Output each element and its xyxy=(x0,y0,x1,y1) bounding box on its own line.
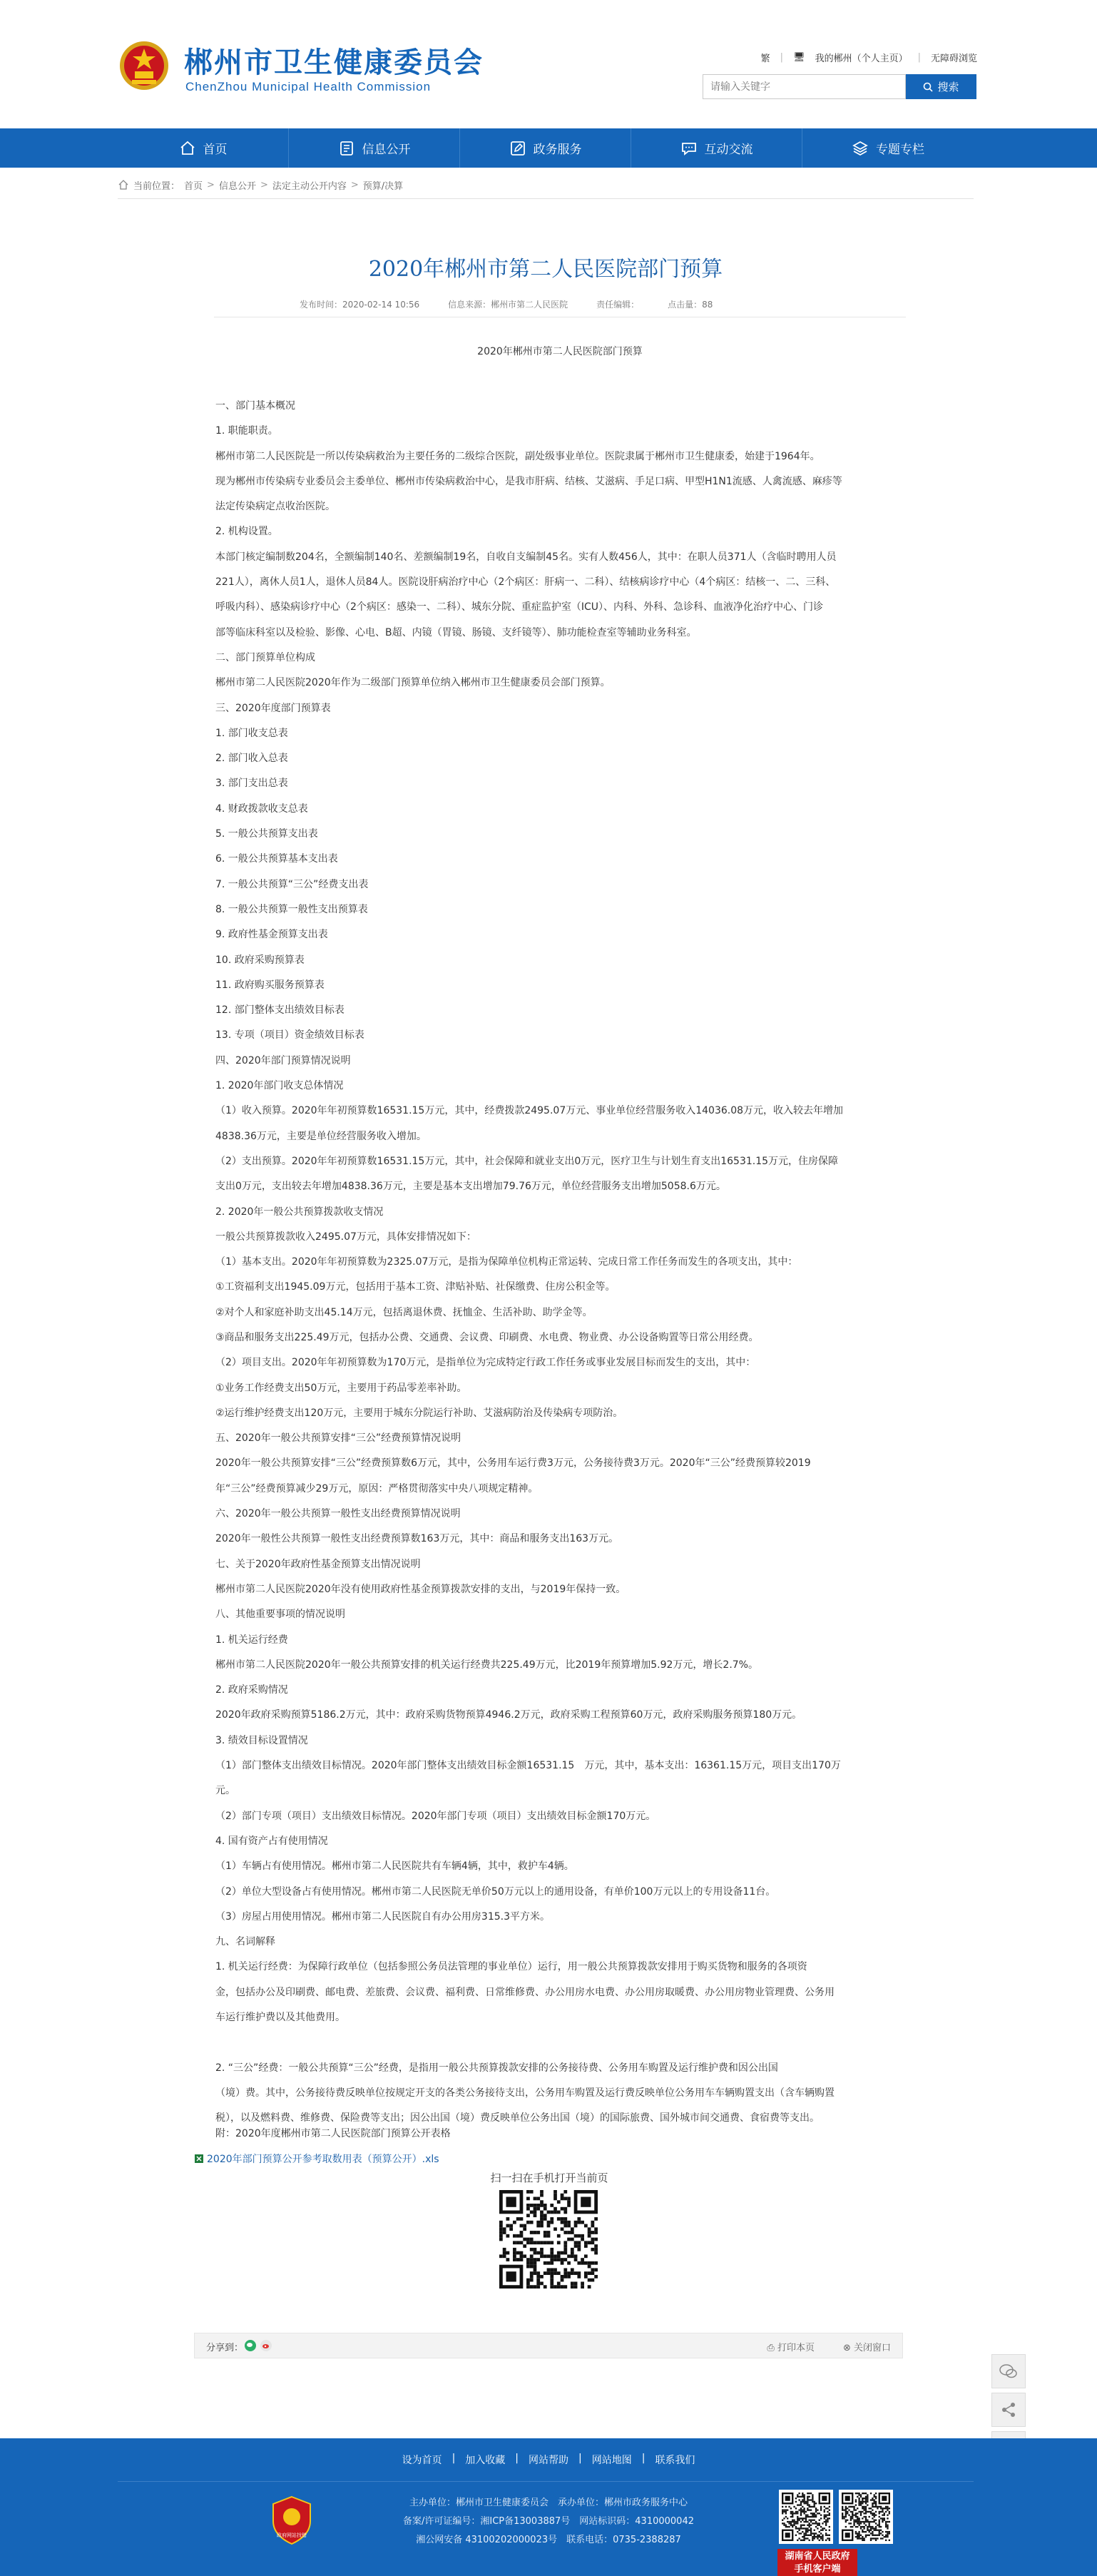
article-paragraph: 4. 财政拨款收支总表 xyxy=(215,803,308,815)
article-paragraph: ③商品和服务支出225.49万元，包括办公费、交通费、会议费、印刷费、水电费、物业费、办公设备购置等日常公用经费。 xyxy=(215,1331,759,1343)
divider: | xyxy=(451,2453,456,2464)
divider: | xyxy=(780,51,784,63)
prov-badge-line1: 湖南省人民政府 xyxy=(785,2551,850,2562)
publish-time: 发布时间：2020-02-14 10:56 xyxy=(300,300,420,310)
article-paragraph: 一般公共预算拨款收入2495.07万元，具体安排情况如下： xyxy=(215,1231,476,1243)
article-paragraph: （2）部门专项（项目）支出绩效目标情况。2020年部门专项（项目）支出绩效目标金额170万元。 xyxy=(215,1810,656,1822)
prov-badge-line2: 手机客户端 xyxy=(794,2564,841,2575)
article-paragraph: 3. 部门支出总表 xyxy=(215,778,288,790)
breadcrumb-budget[interactable]: 预算/决算 xyxy=(362,180,404,192)
article-paragraph: 5. 一般公共预算支出表 xyxy=(215,828,318,840)
print-label: 打印本页 xyxy=(777,2343,815,2353)
article-paragraph: 本部门核定编制数204名，全额编制140名、差额编制19名，自收自支编制45名。实有人数456人，其中：在职人员371人（含临时聘用人员 xyxy=(215,551,837,563)
weibo-icon[interactable] xyxy=(260,2340,272,2351)
divider: | xyxy=(515,2453,519,2464)
article-paragraph: 七、关于2020年政府性基金预算支出情况说明 xyxy=(215,1558,421,1570)
article-paragraph: 2. 机构设置。 xyxy=(215,526,278,538)
footer-link-set-home[interactable]: 设为首页 xyxy=(402,2455,442,2466)
article-paragraph: （2）单位大型设备占有使用情况。郴州市第二人民医院无单价50万元以上的通用设备，有单价100万元以上的专用设备11台。 xyxy=(215,1885,776,1898)
article-paragraph: 六、2020年一般公共预算一般性支出经费预算情况说明 xyxy=(215,1508,461,1520)
search-input[interactable] xyxy=(703,74,906,99)
article-paragraph: ①业务工作经费支出50万元，主要用于药品零差率补助。 xyxy=(215,1382,467,1394)
footer-link-sitemap[interactable]: 网站地图 xyxy=(591,2455,632,2466)
article-paragraph: 支出0万元，支出较去年增加4838.36万元，主要是基本支出增加79.76万元，单位经营服务支出增加5058.6万元。 xyxy=(215,1181,726,1193)
article-paragraph: 6. 一般公共预算基本支出表 xyxy=(215,853,338,865)
breadcrumb-home[interactable]: 首页 xyxy=(184,180,203,192)
search-icon xyxy=(923,82,933,92)
info-source: 信息来源：郴州市第二人民医院 xyxy=(448,300,568,310)
footer-links xyxy=(0,2453,1097,2467)
wechat-float-button[interactable] xyxy=(991,2354,1026,2388)
article-paragraph: 郴州市第二人民医院2020年一般公共预算安排的机关运行经费共225.49万元，比2019年预算增加5.92万元，增长2.7%。 xyxy=(215,1659,758,1671)
wechat-icon xyxy=(999,2363,1018,2379)
article-paragraph: 呼吸内科）、感染病诊疗中心（2个病区：感染一、二科）、城东分院、重症监护室（ICU）、内科、外科、急诊科、血液净化治疗中心、门诊 xyxy=(215,601,824,614)
article-paragraph: （境）费。其中，公务接待费反映单位按规定开支的各类公务接待支出，公务用车购置及运行费反映单位公务用车车辆购置支出（含车辆购置 xyxy=(215,2087,835,2099)
article-paragraph: 2. “三公”经费：一般公共预算“三公”经费，是指用一般公共预算拨款安排的公务接待费、公务用车购置及运行维护费和因公出国 xyxy=(215,2062,778,2074)
article-meta xyxy=(300,298,906,310)
article-paragraph: 8. 一般公共预算一般性支出预算表 xyxy=(215,903,368,915)
share-icon xyxy=(1000,2401,1017,2418)
article-paragraph: 7. 一般公共预算“三公”经费支出表 xyxy=(215,878,369,890)
article-paragraph: 现为郴州市传染病专业委员会主委单位、郴州市传染病救治中心，是我市肝病、结核、艾滋病、手足口病、甲型H1N1流感、人禽流感、麻疹等 xyxy=(215,475,842,487)
divider: | xyxy=(578,2453,582,2464)
article-paragraph: ②对个人和家庭补助支出45.14万元，包括离退休费、抚恤金、生活补助、助学金等。 xyxy=(215,1306,593,1318)
breadcrumb-separator: > xyxy=(207,179,215,190)
breadcrumb-divider xyxy=(118,198,974,199)
breadcrumb-statutory-content[interactable]: 法定主动公开内容 xyxy=(272,180,347,192)
article-paragraph: 9. 政府性基金预算支出表 xyxy=(215,929,328,941)
wechat-icon[interactable] xyxy=(245,2340,256,2351)
article-paragraph: ②运行维护经费支出120万元，主要用于城东分院运行补助、艾滋病防治及传染病专项防治。 xyxy=(215,1407,623,1419)
article-paragraph: 法定传染病定点收治医院。 xyxy=(215,501,335,513)
editor: 责任编辑： xyxy=(596,300,640,310)
article-paragraph: （1）收入预算。2020年年初预算数16531.15万元，其中，经费拨款2495.07万元、事业单位经营服务收入14036.08万元，收入较去年增加 xyxy=(215,1105,844,1117)
article-paragraph: （1）基本支出。2020年年初预算数为2325.07万元，是指为保障单位机构正常运转、完成日常工作任务而发生的各项支出，其中： xyxy=(215,1256,798,1268)
article-paragraph: 2. 政府采购情况 xyxy=(215,1684,288,1696)
page-qr-code xyxy=(499,2190,598,2289)
footer-qr-code xyxy=(779,2490,833,2544)
click-count: 点击量：88 xyxy=(668,300,713,310)
article-paragraph: 2020年一般性公共预算一般性支出经费预算数163万元，其中：商品和服务支出163万元。 xyxy=(215,1533,619,1545)
article-body xyxy=(215,394,904,2131)
footer-link-help[interactable]: 网站帮助 xyxy=(529,2455,568,2466)
article-paragraph: 13. 专项（项目）资金绩效目标表 xyxy=(215,1029,364,1042)
footer-info xyxy=(0,2494,1097,2550)
article-paragraph xyxy=(215,2030,904,2055)
article-paragraph: 1. 部门收支总表 xyxy=(215,727,288,739)
home-icon xyxy=(118,179,129,190)
excel-file-icon xyxy=(194,2154,204,2164)
article-paragraph: 3. 绩效目标设置情况 xyxy=(215,1734,308,1746)
home-icon xyxy=(179,140,196,157)
breadcrumb-separator: > xyxy=(350,179,359,190)
article-paragraph: （1）车辆占有使用情况。郴州市第二人民医院共有车辆4辆，其中，救护车4辆。 xyxy=(215,1860,574,1873)
article-paragraph: 1. 2020年部门收支总体情况 xyxy=(215,1080,344,1092)
gov-website-error-badge[interactable] xyxy=(271,2495,312,2545)
national-emblem-icon xyxy=(118,37,170,94)
article-paragraph: 金，包括办公及印刷费、邮电费、差旅费、会议费、福利费、日常维修费、办公用房水电费、办公用房取暖费、办公用房物业管理费、公务用 xyxy=(215,1986,835,1998)
breadcrumb-info-disclosure[interactable]: 信息公开 xyxy=(218,180,256,192)
nav-item-special-topics[interactable] xyxy=(802,128,974,168)
chat-icon xyxy=(680,140,698,157)
article-paragraph: 三、2020年度部门预算表 xyxy=(215,702,331,714)
nav-item-label: 首页 xyxy=(203,143,228,157)
breadcrumb-separator: > xyxy=(260,179,268,190)
article-paragraph: 4838.36万元，主要是单位经营服务收入增加。 xyxy=(215,1130,427,1142)
footer-link-contact[interactable]: 联系我们 xyxy=(655,2455,695,2466)
main-nav xyxy=(0,128,1097,168)
top-links xyxy=(749,49,977,66)
nav-item-info-disclosure[interactable] xyxy=(289,128,460,168)
article-paragraph: 郴州市第二人民医院2020年作为二级部门预算单位纳入郴州市卫生健康委员会部门预算。 xyxy=(215,677,611,689)
article-paragraph: 1. 机关运行经费：为保障行政单位（包括参照公务员法管理的事业单位）运行，用一般公共预算拨款安排用于购买货物和服务的各项资 xyxy=(215,1961,807,1973)
article-paragraph: 10. 政府采购预算表 xyxy=(215,954,305,966)
article-paragraph: 税），以及燃料费、维修费、保险费等支出；因公出国（境）费反映单位公务出国（境）的国际旅费、国外城市间交通费、食宿费等支出。 xyxy=(215,2112,820,2124)
article-paragraph: 2020年一般公共预算安排“三公”经费预算数6万元，其中，公务用车运行费3万元，公务接待费3万元。2020年“三公”经费预算较2019 xyxy=(215,1457,811,1470)
monitor-icon: 🖥 xyxy=(793,51,805,63)
info-icon xyxy=(338,140,355,157)
hunan-gov-app-badge[interactable] xyxy=(777,2549,857,2576)
attachment-heading: 附：2020年度郴州市第二人民医院部门预算公开表格 xyxy=(215,2128,451,2139)
close-label: 关闭窗口 xyxy=(853,2343,891,2353)
article-paragraph: 221人），离休人员1人，退休人员84人。医院设肝病治疗中心（2个病区：肝病一、二科）、结核病诊疗中心（4个病区：结核一、二、三科、 xyxy=(215,576,836,589)
article-paragraph: 四、2020年部门预算情况说明 xyxy=(215,1054,351,1066)
nav-item-label: 互动交流 xyxy=(704,143,753,157)
nav-item-label: 专题专栏 xyxy=(876,143,924,157)
site-subtitle: ChenZhou Municipal Health Commission xyxy=(185,80,432,93)
article-paragraph: 2. 2020年一般公共预算拨款收支情况 xyxy=(215,1206,384,1218)
article-paragraph: 年“三公”经费预算减少29万元，原因：严格贯彻落实中央八项规定精神。 xyxy=(215,1482,539,1495)
footer-organizer: 主办单位：郴州市卫生健康委员会 承办单位：郴州市政务服务中心 xyxy=(409,2498,688,2508)
breadcrumb-prefix: 当前位置： xyxy=(133,180,180,192)
article-paragraph: 五、2020年一般公共预算安排“三公”经费预算情况说明 xyxy=(215,1432,461,1445)
share-label: 分享到： xyxy=(206,2343,244,2353)
share-float-button[interactable] xyxy=(991,2393,1026,2427)
accessibility-link[interactable]: 无障碍浏览 xyxy=(930,53,977,64)
nav-item-home[interactable] xyxy=(118,128,289,168)
site-footer xyxy=(0,2438,1097,2576)
search-button[interactable] xyxy=(906,74,976,99)
edit-icon xyxy=(509,140,526,157)
article-paragraph: 八、其他重要事项的情况说明 xyxy=(215,1609,345,1621)
traditional-chinese-link[interactable]: 繁 xyxy=(760,53,770,64)
search-button-label: 搜索 xyxy=(937,81,959,93)
article-paragraph: 11. 政府购买服务预算表 xyxy=(215,979,325,991)
article-paragraph: 1. 职能职责。 xyxy=(215,425,278,437)
my-chenzhou-link[interactable]: 我的郴州（个人主页） xyxy=(815,53,908,64)
article-paragraph: 2. 部门收入总表 xyxy=(215,753,288,765)
article-paragraph: 二、部门预算单位构成 xyxy=(215,651,315,663)
share-bar xyxy=(194,2333,903,2358)
attachment-link-label: 2020年部门预算公开参考取数用表（预算公开）.xls xyxy=(207,2154,439,2165)
article-paragraph: 2020年政府采购预算5186.2万元，其中：政府采购货物预算4946.2万元，政府采购工程预算60万元，政府采购服务预算180万元。 xyxy=(215,1709,802,1721)
article-paragraph: （1）部门整体支出绩效目标情况。2020年部门整体支出绩效目标金额16531.15 万元，其中，基本支出：16361.15万元，项目支出170万 xyxy=(215,1760,841,1772)
article-paragraph: 12. 部门整体支出绩效目标表 xyxy=(215,1004,345,1017)
article-paragraph: （2）支出预算。2020年年初预算数16531.15万元，其中，社会保障和就业支出0万元，医疗卫生与计划生育支出16531.15万元，住房保障 xyxy=(215,1155,839,1167)
article-paragraph: 元。 xyxy=(215,1785,235,1797)
site-title[interactable]: 郴州市卫生健康委员会 xyxy=(184,46,484,79)
breadcrumb xyxy=(118,176,403,193)
article-paragraph: 1. 机关运行经费 xyxy=(215,1634,288,1646)
gov-badge-label: 政府网站找错 xyxy=(277,2532,307,2538)
footer-police-record: 湘公网安备 43100202000023号 联系电话：0735-2388287 xyxy=(416,2535,681,2545)
article-paragraph: 部等临床科室以及检验、影像、心电、B超、内镜（胃镜、肠镜、支纤镜等）、肺功能检查室等辅助业务科室。 xyxy=(215,626,697,638)
document-heading: 2020年郴州市第二人民医院部门预算 xyxy=(477,346,643,357)
attachment-link[interactable] xyxy=(194,2152,439,2166)
article-paragraph: 车运行维护费以及其他费用。 xyxy=(215,2012,345,2023)
article-paragraph: 一、部门基本概况 xyxy=(215,400,295,412)
nav-item-label: 信息公开 xyxy=(362,143,411,157)
nav-item-label: 政务服务 xyxy=(533,143,582,157)
footer-icp: 备案/许可证编号：湘ICP备13003887号 网站标识码：4310000042 xyxy=(402,2516,694,2527)
divider: | xyxy=(641,2453,646,2464)
close-window-button[interactable]: ⊗ 关闭窗口 xyxy=(842,2343,891,2353)
site-header xyxy=(0,0,1097,128)
article-paragraph: （2）项目支出。2020年年初预算数为170万元，是指单位为完成特定行政工作任务或事业发展目标而发生的支出，其中： xyxy=(215,1357,756,1369)
article-paragraph: 郴州市第二人民医院2020年没有使用政府性基金预算拨款安排的支出，与2019年保持一致。 xyxy=(215,1583,626,1595)
print-page-button[interactable]: ⎙ 打印本页 xyxy=(767,2343,815,2353)
article-paragraph: ①工资福利支出1945.09万元，包括用于基本工资、津贴补贴、社保缴费、住房公积金等。 xyxy=(215,1281,616,1293)
footer-divider xyxy=(118,2481,974,2482)
nav-item-interaction[interactable] xyxy=(631,128,802,168)
qr-title: 扫一扫在手机打开当前页 xyxy=(490,2172,608,2184)
nav-item-gov-services[interactable] xyxy=(460,128,631,168)
article-paragraph: 九、名词解释 xyxy=(215,1936,275,1948)
article-paragraph: （3）房屋占用使用情况。郴州市第二人民医院自有办公用房315.3平方米。 xyxy=(215,1910,550,1923)
footer-link-favorite[interactable]: 加入收藏 xyxy=(465,2455,506,2466)
divider: | xyxy=(917,51,921,63)
article-paragraph: 郴州市第二人民医院是一所以传染病救治为主要任务的二级综合医院，副处级事业单位。医院隶属于郴州市卫生健康委，始建于1964年。 xyxy=(215,450,820,462)
layers-icon xyxy=(852,140,869,157)
article-title: 2020年郴州市第二人民医院部门预算 xyxy=(368,257,723,282)
article-paragraph: 4. 国有资产占有使用情况 xyxy=(215,1835,328,1847)
footer-qr-code xyxy=(839,2490,893,2544)
